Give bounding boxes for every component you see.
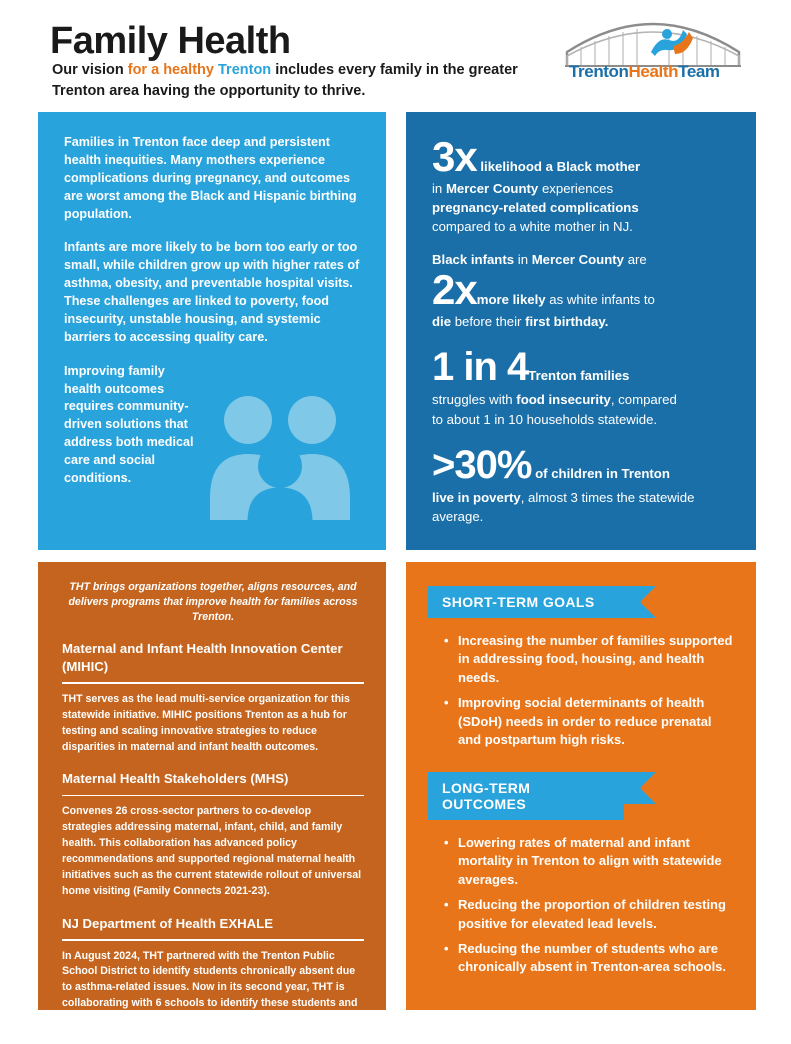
logo-text (569, 62, 720, 82)
narrative-panel (38, 112, 386, 550)
program-item (62, 640, 364, 755)
stat-2-mid2: as white infants to (545, 292, 655, 308)
stat-4-line2b: , almost 3 times the statewide (520, 489, 695, 505)
stat-2-figure: 2x (432, 266, 477, 314)
stat-2-end1: die (432, 314, 452, 330)
stat-food-insecurity (432, 345, 734, 428)
stat-2-lead3: Mercer County (531, 252, 625, 268)
logo-text-health: Health (628, 62, 679, 81)
program-item (62, 770, 364, 899)
long-term-outcomes-label: LONG-TERM OUTCOMES (442, 779, 531, 812)
short-term-goals-label: SHORT-TERM GOALS (442, 594, 595, 610)
list-item: • Improving social determinants of health (SDoH) needs in order to reduce prenatal and postpartum high risks. (444, 694, 736, 749)
list-item: • Increasing the number of families supported in addressing food, housing, and health needs. (444, 632, 736, 687)
stat-4-line2a: live in poverty (432, 489, 521, 505)
program-1-heading: Maternal and Infant Health Innovation Center (MIHIC) (62, 641, 343, 674)
stat-1-line2c: experiences (538, 180, 614, 196)
page-subtitle (52, 60, 552, 102)
family-group-icon (200, 382, 360, 532)
organization-logo (563, 22, 743, 88)
stat-1-line3: pregnancy-related complications (432, 199, 639, 215)
stat-2-end3: first birthday. (525, 314, 609, 330)
subtitle-segment-1: Our vision (52, 62, 128, 78)
stat-4-tail: of children in Trenton (531, 465, 670, 481)
stat-2-mid1: more likely (476, 292, 546, 308)
banner-arrow-icon (624, 772, 641, 804)
statistics-panel (406, 112, 756, 550)
program-1-body: THT serves as the lead multi-service organization for this statewide initiative. MIHIC positions Trenton as a hub for testing and scaling innovative strategies to reduce disparities in maternal and infant health outcomes. (62, 692, 350, 753)
divider (62, 795, 364, 797)
program-3-heading: NJ Department of Health EXHALE (62, 915, 274, 931)
stat-1-figure: 3x (432, 133, 477, 180)
stat-2-lead2: in (514, 252, 532, 268)
stat-3-figure: 1 in 4 (432, 345, 529, 390)
stat-2-lead4: are (624, 252, 647, 268)
stat-1-line1: likelihood a Black mother (476, 159, 641, 174)
stat-1-line4: compared to a white mother in NJ. (432, 219, 633, 235)
programs-intro: THT brings organizations together, aligns resources, and delivers programs that improve health for families across Trenton. (68, 581, 358, 623)
logo-text-team: Team (678, 62, 720, 81)
stat-infant-mortality (432, 250, 734, 331)
subtitle-highlight-orange: for a healthy (127, 62, 218, 78)
long-term-outcomes-banner (428, 772, 624, 820)
stat-3-line2b: food insecurity (516, 392, 611, 408)
stat-3-tail: Trenton families (528, 368, 630, 384)
divider (62, 939, 364, 941)
stat-3-line2a: struggles with (432, 392, 517, 408)
programs-panel (38, 562, 386, 1042)
stat-pregnancy-complications (432, 133, 734, 236)
list-item: • Reducing the number of students who are chronically absent in Trenton-area schools. (444, 940, 736, 977)
list-item: • Reducing the proportion of children testing positive for elevated lead levels. (444, 896, 736, 933)
subtitle-highlight-blue: Trenton (218, 62, 272, 78)
list-item: • Lowering rates of maternal and infant mortality in Trenton to align with statewide averages. (444, 834, 736, 889)
stat-1-line2a: in (432, 180, 446, 196)
stat-3-line2c: , compared (610, 392, 677, 408)
program-item (62, 915, 364, 1044)
subtitle-segment-2: includes every family in the greater Trenton area having the opportunity to thrive. (52, 62, 518, 100)
divider (62, 682, 364, 684)
short-term-goals-banner (428, 586, 624, 618)
program-3-body: In August 2024, THT partnered with the Trenton Public School District to identify students chronically absent due to asthma-related issues. Now in its second year, THT is collaborating with 6 schools to identify these students and support them in accessing the care they need to go to school. (62, 949, 358, 1042)
page-title: Family Health (50, 20, 291, 62)
stat-2-lead1: Black infants (432, 252, 515, 268)
program-2-heading: Maternal Health Stakeholders (MHS) (62, 771, 289, 787)
stat-3-line3: to about 1 in 10 households statewide. (432, 411, 658, 427)
stat-4-figure: >30% (432, 442, 532, 487)
long-term-outcomes-list (444, 834, 736, 977)
narrative-paragraph-2: Infants are more likely to be born too early or too small, while children grow up with higher rates of asthma, obesity, and preventable hospital visits. These challenges are linked to poverty, food insecurity, unstable housing, and systemic barriers to accessing quality care. (64, 240, 360, 344)
stat-1-line2b: Mercer County (445, 180, 539, 196)
stat-4-line3: average. (432, 508, 484, 524)
stat-2-end2: before their (451, 314, 526, 330)
banner-arrow-icon (624, 586, 641, 618)
program-2-body: Convenes 26 cross-sector partners to co-develop strategies addressing maternal, infant, child, and family health. This collaboration has advanced policy recommendations and supported regional maternal health initiatives such as the current statewide rollout of universal home visiting (Family Connects 2021-23). (62, 805, 362, 897)
stat-child-poverty (432, 443, 734, 526)
short-term-goals-list (444, 632, 736, 750)
narrative-paragraph-3: Improving family health outcomes requires community-driven solutions that address both medical care and social conditions. (64, 363, 194, 485)
goals-panel (406, 562, 756, 1010)
logo-text-trenton: Trenton (569, 62, 629, 81)
page-header (0, 0, 791, 108)
narrative-paragraph-1: Families in Trenton face deep and persistent health inequities. Many mothers experience complications during pregnancy, and outcomes are worst among the Black and Hispanic birthing population. (64, 135, 357, 221)
